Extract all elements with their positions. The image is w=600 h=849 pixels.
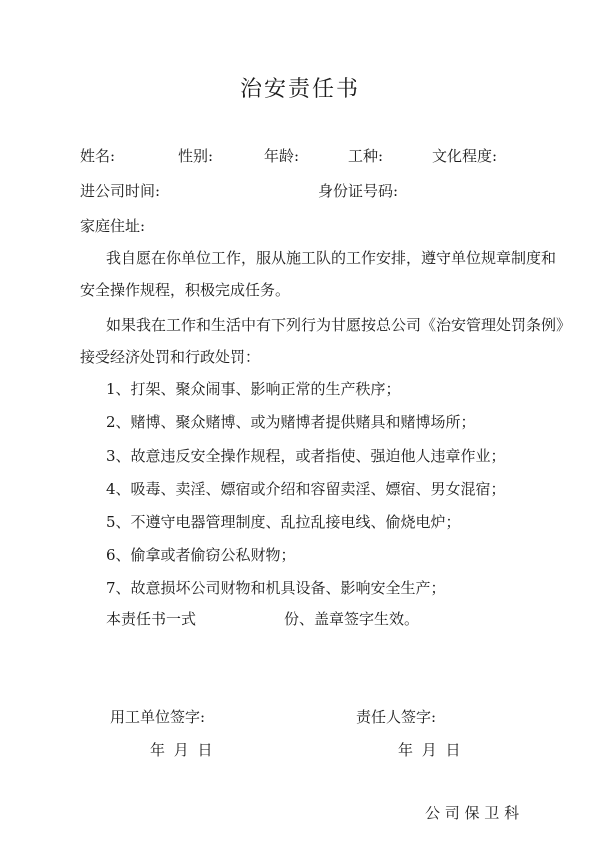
copies-text-start: 本责任书一式	[106, 610, 197, 628]
list-item: 5、不遵守电器管理制度、乱拉乱接电线、偷烧电炉；	[106, 513, 461, 531]
employer-date: 年 月 日	[150, 741, 213, 759]
document-title: 治安责任书	[239, 77, 360, 102]
list-item: 6、偷拿或者偷窃公私财物；	[106, 546, 296, 564]
field-trade-label: 工种:	[348, 147, 384, 165]
field-join-time-label: 进公司时间:	[80, 182, 161, 200]
field-name-label: 姓名:	[80, 147, 116, 165]
issuer-department: 公 司 保 卫 科	[425, 804, 520, 822]
list-item: 4、吸毒、卖淫、嫖宿或介绍和容留卖淫、嫖宿、男女混宿；	[106, 480, 506, 498]
paragraph-2-line-1: 如果我在工作和生活中有下列行为甘愿按总公司《治安管理处罚条例》	[106, 316, 572, 334]
field-age-label: 年龄:	[264, 147, 300, 165]
field-id-number-label: 身份证号码:	[318, 182, 399, 200]
list-item: 3、故意违反安全操作规程，或者指使、强迫他人违章作业；	[106, 447, 506, 465]
copies-text-end: 份、盖章签字生效。	[284, 610, 420, 628]
list-item: 7、故意损坏公司财物和机具设备、影响安全生产；	[106, 579, 446, 597]
field-address-label: 家庭住址:	[80, 217, 146, 235]
responsible-person-signature-label: 责任人签字:	[356, 708, 437, 726]
list-item: 1、打架、聚众闹事、影响正常的生产秩序；	[106, 380, 401, 398]
paragraph-1-line-1: 我自愿在你单位工作，服从施工队的工作安排，遵守单位规章制度和	[106, 249, 557, 267]
list-item: 2、赌博、聚众赌博、或为赌博者提供赌具和赌博场所；	[106, 413, 476, 431]
paragraph-2-line-2: 接受经济处罚和行政处罚：	[80, 348, 261, 366]
field-gender-label: 性别:	[178, 147, 214, 165]
paragraph-1-line-2: 安全操作规程，积极完成任务。	[80, 281, 291, 299]
responsible-person-date: 年 月 日	[398, 741, 461, 759]
field-education-label: 文化程度:	[432, 147, 498, 165]
employer-signature-label: 用工单位签字:	[110, 708, 206, 726]
